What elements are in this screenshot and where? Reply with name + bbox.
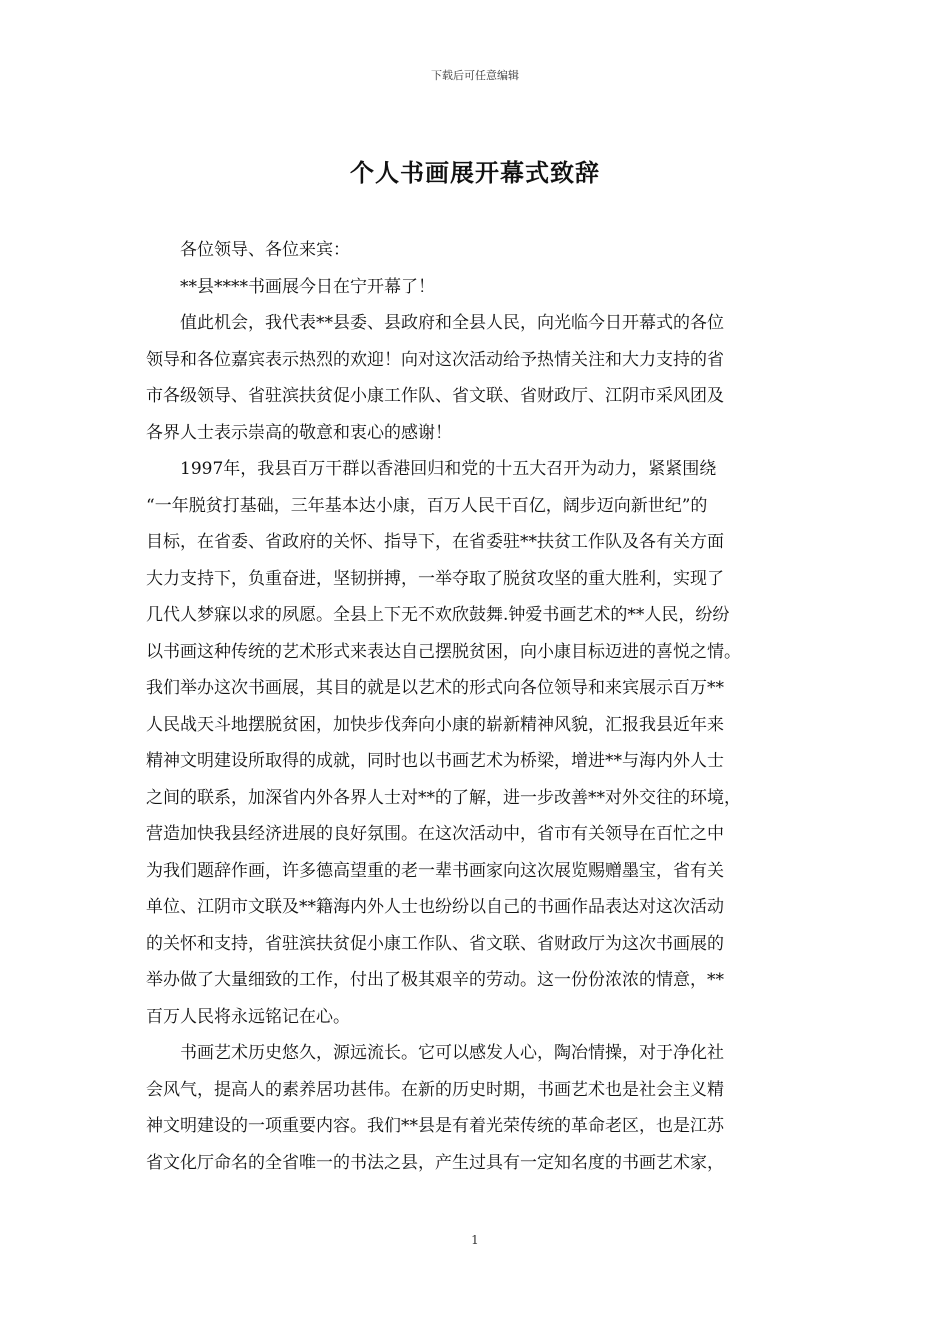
- paragraph-2-line-7: 我们举办这次书画展，其目的就是以艺术的形式向各位领导和来宾展示百万**: [146, 678, 724, 698]
- document-title: 个人书画展开幕式致辞: [350, 158, 600, 187]
- paragraph-1-line-1: 值此机会，我代表**县委、县政府和全县人民，向光临今日开幕式的各位: [180, 313, 724, 333]
- paragraph-2-line-14: 的关怀和支持，省驻滨扶贫促小康工作队、省文联、省财政厅为这次书画展的: [146, 933, 724, 954]
- paragraph-3-line-4: 省文化厅命名的全省唯一的书法之县，产生过具有一定知名度的书画艺术家，: [146, 1152, 724, 1173]
- page-header-note: 下载后可任意编辑: [431, 69, 519, 82]
- paragraph-1-line-4: 各界人士表示崇高的敬意和衷心的感谢！: [146, 422, 452, 443]
- paragraph-2-line-9: 精神文明建设所取得的成就，同时也以书画艺术为桥梁，增进**与海内外人士: [146, 751, 724, 771]
- paragraph-2-line-12: 为我们题辞作画，许多德高望重的老一辈书画家向这次展览赐赠墨宝，省有关: [146, 860, 724, 881]
- salutation-line: 各位领导、各位来宾：: [180, 240, 350, 260]
- paragraph-2-line-13: 单位、江阴市文联及**籍海内外人士也纷纷以自己的书画作品表达对这次活动: [146, 897, 724, 917]
- paragraph-2-line-6: 以书画这种传统的艺术形式来表达自己摆脱贫困，向小康目标迈进的喜悦之情。: [146, 641, 741, 662]
- paragraph-2-line-8: 人民战天斗地摆脱贫困，加快步伐奔向小康的崭新精神风貌，汇报我县近年来: [146, 714, 724, 735]
- paragraph-2-line-10: 之间的联系，加深省内外各界人士对**的了解，进一步改善**对外交往的环境，: [146, 787, 741, 808]
- paragraph-2-line-11: 营造加快我县经济进展的良好氛围。在这次活动中，省市有关领导在百忙之中: [146, 824, 724, 844]
- paragraph-2-line-5: 几代人梦寐以求的夙愿。全县上下无不欢欣鼓舞.钟爱书画艺术的**人民，纷纷: [146, 605, 730, 625]
- paragraph-2-line-16: 百万人民将永远铭记在心。: [146, 1006, 350, 1027]
- paragraph-3-line-3: 神文明建设的一项重要内容。我们**县是有着光荣传统的革命老区，也是江苏: [146, 1116, 724, 1136]
- page-number: 1: [471, 1233, 479, 1247]
- paragraph-1-line-3: 市各级领导、省驻滨扶贫促小康工作队、省文联、省财政厅、江阴市采风团及: [146, 386, 724, 406]
- paragraph-2-line-15: 举办做了大量细致的工作，付出了极其艰辛的劳动。这一份份浓浓的情意，**: [146, 970, 724, 990]
- paragraph-3-line-1: 书画艺术历史悠久，源远流长。它可以感发人心，陶冶情操，对于净化社: [180, 1043, 724, 1063]
- paragraph-2-line-3: 目标，在省委、省政府的关怀、指导下，在省委驻**扶贫工作队及各有关方面: [146, 532, 724, 552]
- paragraph-1-line-2: 领导和各位嘉宾表示热烈的欢迎！向对这次活动给予热情关注和大力支持的省: [146, 349, 724, 370]
- paragraph-2-line-2: “一年脱贫打基础，三年基本达小康，百万人民干百亿，阔步迈向新世纪”的: [146, 495, 708, 516]
- paragraph-2-line-1: 1997年，我县百万干群以香港回归和党的十五大召开为动力，紧紧围绕: [180, 459, 717, 479]
- opening-line: **县****书画展今日在宁开幕了！: [180, 276, 435, 297]
- paragraph-2-line-4: 大力支持下，负重奋进，坚韧拼搏，一举夺取了脱贫攻坚的重大胜利，实现了: [146, 568, 724, 589]
- paragraph-3-line-2: 会风气，提高人的素养居功甚伟。在新的历史时期，书画艺术也是社会主义精: [146, 1079, 724, 1100]
- document-body: [146, 232, 810, 1181]
